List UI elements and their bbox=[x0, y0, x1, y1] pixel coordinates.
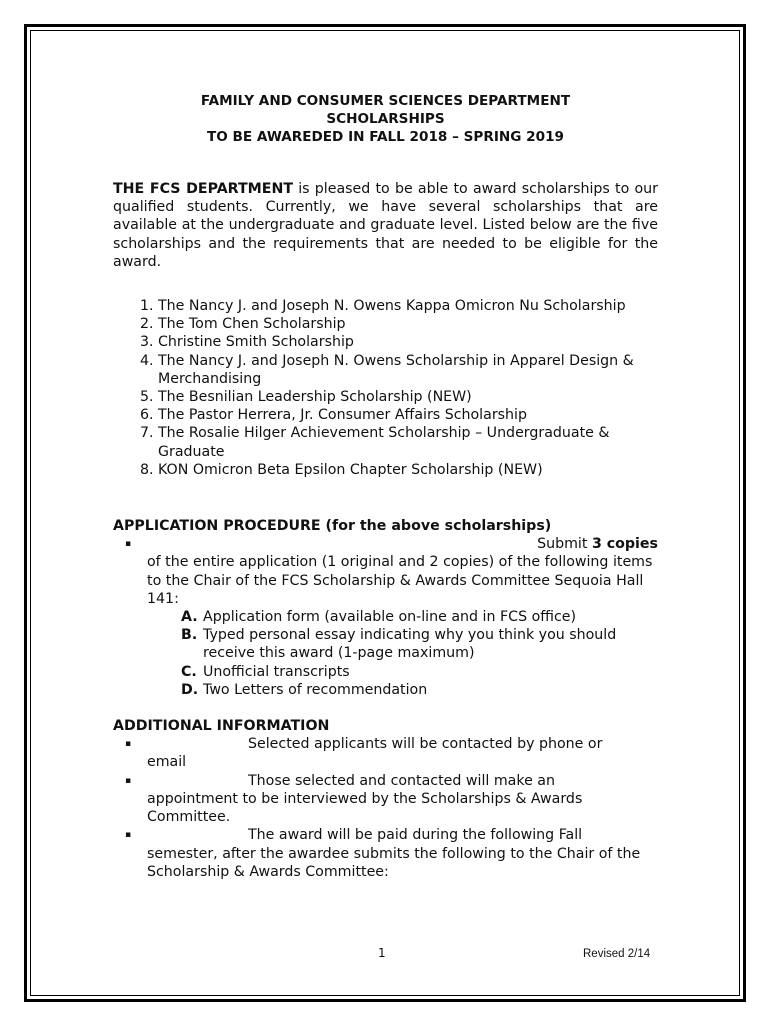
bullet-rest: email bbox=[147, 754, 187, 771]
item-letter: C. bbox=[181, 663, 197, 680]
bullet-rest: appointment to be interviewed by the Scholarships & Awards Committee. bbox=[147, 790, 583, 826]
item-text: Unofficial transcripts bbox=[203, 663, 350, 680]
additional-bullet-2 bbox=[113, 772, 658, 827]
title-line-3: TO BE AWAREDED IN FALL 2018 – SPRING 2019 bbox=[206, 129, 565, 145]
list-item: 6. The Pastor Herrera, Jr. Consumer Affairs Scholarship bbox=[158, 406, 658, 424]
application-item-d bbox=[113, 681, 658, 699]
application-item-b bbox=[113, 626, 658, 662]
application-item-a bbox=[113, 608, 658, 626]
application-heading: APPLICATION PROCEDURE (for the above scholarships) bbox=[113, 518, 552, 535]
list-item: 4. The Nancy J. and Joseph N. Owens Scholarship in Apparel Design & Merchandising bbox=[158, 352, 658, 388]
list-item: 7. The Rosalie Hilger Achievement Scholarship – Undergraduate & Graduate bbox=[158, 424, 658, 460]
document-title bbox=[113, 92, 658, 146]
submit-line bbox=[147, 535, 658, 553]
document-body bbox=[113, 92, 658, 881]
intro-bold: THE FCS DEPARTMENT bbox=[113, 181, 293, 197]
list-item: 1. The Nancy J. and Joseph N. Owens Kappa Omicron Nu Scholarship bbox=[158, 297, 658, 315]
item-text: Application form (available on-line and in FCS office) bbox=[203, 609, 577, 626]
list-item: 2. The Tom Chen Scholarship bbox=[158, 315, 658, 333]
item-letter: A. bbox=[181, 609, 198, 626]
bullet-icon: ▪ bbox=[125, 830, 132, 841]
bullet-icon: ▪ bbox=[125, 739, 132, 750]
intro-text: is pleased to be able to award scholarships to our qualified students. Currently, we have several scholarships that are available at the undergraduate and graduate level. Listed below are the five scholarships and the requirements that are needed to be eligible for the award. bbox=[113, 181, 658, 270]
additional-bullet-3 bbox=[113, 826, 658, 881]
bullet-icon: ▪ bbox=[125, 539, 132, 550]
bullet-lead: Selected applicants will be contacted by phone or bbox=[248, 736, 603, 753]
application-item-c bbox=[113, 663, 658, 681]
submit-prefix: Submit bbox=[537, 536, 592, 553]
page-number: 1 bbox=[378, 946, 386, 960]
additional-heading: ADDITIONAL INFORMATION bbox=[113, 718, 330, 735]
bullet-rest: semester, after the awardee submits the following to the Chair of the Scholarship & Awards Committee: bbox=[147, 845, 641, 880]
item-letter: D. bbox=[181, 681, 199, 698]
bullet-icon: ▪ bbox=[125, 775, 132, 786]
item-text: Typed personal essay indicating why you think you should receive this award (1-page maximum) bbox=[203, 627, 617, 662]
bullet-lead: The award will be paid during the following Fall bbox=[248, 827, 583, 844]
application-bullet bbox=[113, 535, 658, 608]
bullet-lead: Those selected and contacted will make an bbox=[248, 772, 555, 789]
scholarship-list bbox=[113, 297, 658, 479]
additional-bullet-1 bbox=[113, 735, 658, 771]
list-item: 8. KON Omicron Beta Epsilon Chapter Scholarship (NEW) bbox=[158, 461, 658, 479]
item-text: Two Letters of recommendation bbox=[203, 681, 428, 698]
item-letter: B. bbox=[181, 627, 198, 644]
submit-bold: 3 copies bbox=[591, 536, 658, 553]
revised-date: Revised 2/14 bbox=[583, 948, 651, 960]
title-line-1: FAMILY AND CONSUMER SCIENCES DEPARTMENT bbox=[200, 93, 571, 109]
submit-rest: of the entire application (1 original and 2 copies) of the following items to the Chair of the FCS Scholarship & Awards Committee Sequoia Hall 141: bbox=[147, 554, 653, 607]
list-item: 5. The Besnilian Leadership Scholarship (NEW) bbox=[158, 388, 658, 406]
title-line-2: SCHOLARSHIPS bbox=[326, 111, 445, 127]
intro-paragraph bbox=[113, 180, 658, 271]
list-item: 3. Christine Smith Scholarship bbox=[158, 333, 658, 351]
